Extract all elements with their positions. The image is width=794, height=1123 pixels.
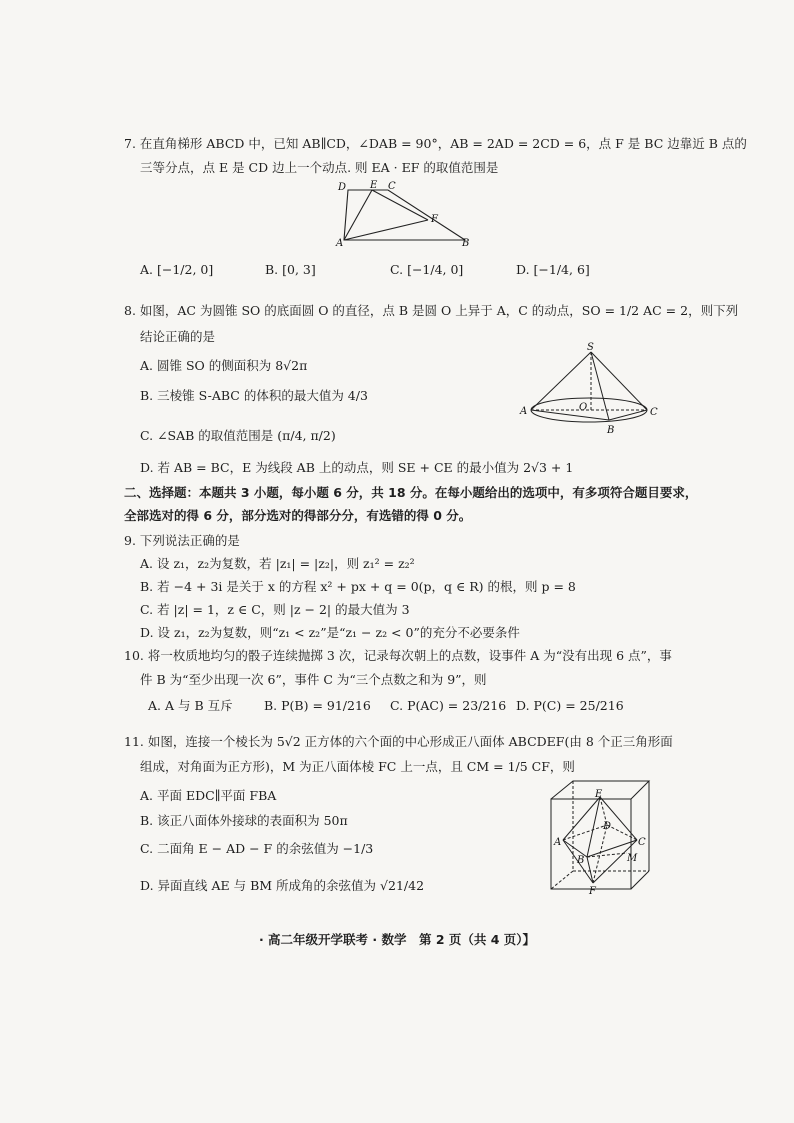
- q10-stem-line1: 10. 将一枚质地均匀的骰子连续抛掷 3 次，记录每次朝上的点数，设事件 A 为“没有出现 6 点”，事: [124, 648, 672, 663]
- section2-header-line2: 全部选对的得 6 分，部分选对的得部分分，有选错的得 0 分。: [124, 508, 472, 523]
- q10-option-d: D. P(C) = 25/216: [516, 698, 624, 713]
- q7-label-b: B: [462, 238, 470, 249]
- q7-option-b: B. [0, 3]: [265, 262, 316, 277]
- q11-label-e: E: [595, 789, 603, 800]
- q8-label-o: O: [579, 402, 588, 413]
- q11-label-d: D: [603, 821, 612, 832]
- q7-stem-line1: 7. 在直角梯形 ABCD 中，已知 AB∥CD，∠DAB = 90°，AB = 2AD = 2CD = 6，点 F 是 BC 边靠近 B 点的: [124, 136, 747, 151]
- q8-stem-line1: 8. 如图，AC 为圆锥 SO 的底面圆 O 的直径，点 B 是圆 O 上异于 A，C 的动点，SO = 1/2 AC = 2，则下列: [124, 303, 739, 318]
- q9-stem: 9. 下列说法正确的是: [124, 533, 240, 548]
- q11-option-d: D. 异面直线 AE 与 BM 所成角的余弦值为 √21/42: [140, 878, 425, 893]
- q9-option-a: A. 设 z₁，z₂为复数，若 |z₁| = |z₂|，则 z₁² = z₂²: [140, 556, 415, 571]
- q9-option-c: C. 若 |z| = 1，z ∈ C，则 |z − 2| 的最大值为 3: [140, 602, 410, 617]
- q7-option-c: C. [−1/4, 0]: [390, 262, 464, 277]
- q11-label-b: B: [577, 855, 585, 866]
- section2-header-line1: 二、选择题：本题共 3 小题，每小题 6 分，共 18 分。在每小题给出的选项中，有多项符合题目要求，: [124, 485, 698, 500]
- q11-option-c: C. 二面角 E − AD − F 的余弦值为 −1/3: [140, 841, 374, 856]
- q8-option-d: D. 若 AB = BC，E 为线段 AB 上的动点，则 SE + CE 的最小值为 2√3 + 1: [140, 460, 574, 475]
- q11-label-c: C: [638, 837, 646, 848]
- q8-label-c: C: [650, 407, 658, 418]
- q11-label-a: A: [554, 837, 562, 848]
- q7-stem-line2: 三等分点，点 E 是 CD 边上一个动点. 则 EA · EF 的取值范围是: [140, 160, 499, 175]
- q8-label-a: A: [520, 406, 528, 417]
- q11-label-f: F: [589, 886, 596, 895]
- q7-label-c: C: [388, 181, 396, 192]
- q10-stem-line2: 件 B 为“至少出现一次 6”，事件 C 为“三个点数之和为 9”，则: [140, 672, 487, 687]
- q11-label-m: M: [627, 853, 638, 864]
- page-footer: · 高二年级开学联考 · 数学 第 2 页（共 4 页）】: [258, 932, 536, 947]
- q7-label-e: E: [370, 180, 378, 191]
- q7-option-d: D. [−1/4, 6]: [516, 262, 590, 277]
- q8-cone-figure: [515, 340, 665, 440]
- q7-label-d: D: [338, 182, 347, 193]
- q8-option-c: C. ∠SAB 的取值范围是 (π/4, π/2): [140, 428, 336, 443]
- q7-trapezoid-figure: [330, 178, 470, 250]
- q7-label-f: F: [431, 214, 438, 225]
- q11-option-a: A. 平面 EDC∥平面 FBA: [140, 788, 277, 803]
- q10-option-a: A. A 与 B 互斥: [148, 698, 233, 713]
- q11-stem-line2: 组成，对角面为正方形)，M 为正八面体棱 FC 上一点，且 CM = 1/5 CF，则: [140, 759, 575, 774]
- q7-option-a: A. [−1/2, 0]: [140, 262, 214, 277]
- q9-option-d: D. 设 z₁，z₂为复数，则“z₁ < z₂”是“z₁ − z₂ < 0”的充分不必要条件: [140, 625, 520, 640]
- q7-label-a: A: [336, 238, 344, 249]
- q8-option-a: A. 圆锥 SO 的侧面积为 8√2π: [140, 358, 308, 373]
- q8-option-b: B. 三棱锥 S-ABC 的体积的最大值为 4/3: [140, 388, 368, 403]
- q10-option-c: C. P(AC) = 23/216: [390, 698, 507, 713]
- q8-label-s: S: [587, 342, 594, 353]
- q10-option-b: B. P(B) = 91/216: [264, 698, 371, 713]
- q8-label-b: B: [607, 425, 615, 436]
- q11-option-b: B. 该正八面体外接球的表面积为 50π: [140, 813, 348, 828]
- q11-stem-line1: 11. 如图，连接一个棱长为 5√2 正方体的六个面的中心形成正八面体 ABCDEF(由 8 个正三角形面: [124, 734, 673, 749]
- q11-octahedron-figure: [545, 775, 655, 895]
- q9-option-b: B. 若 −4 + 3i 是关于 x 的方程 x² + px + q = 0(p，q ∈ R) 的根，则 p = 8: [140, 579, 576, 594]
- q8-stem-line2: 结论正确的是: [140, 329, 216, 344]
